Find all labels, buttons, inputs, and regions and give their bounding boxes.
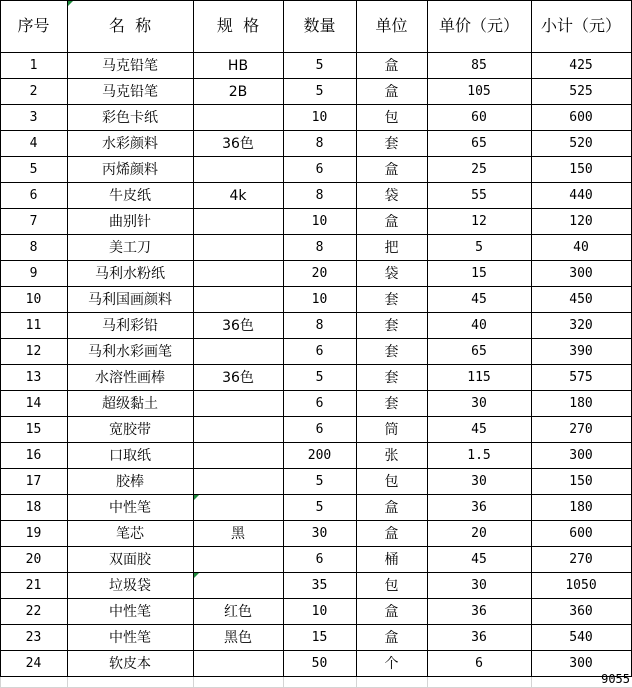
cell-price[interactable]: 55	[471, 188, 487, 203]
cell-name[interactable]: 软皮本	[109, 655, 151, 672]
cell-spec[interactable]: 黑色	[224, 629, 252, 646]
cell-qty[interactable]: 10	[311, 110, 328, 125]
cell-subtotal[interactable]: 1050	[565, 578, 597, 593]
cell-unit[interactable]: 把	[384, 239, 399, 256]
cell-name[interactable]: 水溶性画棒	[95, 369, 165, 386]
cell-index[interactable]: 24	[25, 656, 42, 671]
cell-price[interactable]: 40	[471, 318, 487, 333]
cell-spec[interactable]: 36色	[222, 317, 254, 334]
cell-price[interactable]: 105	[467, 84, 491, 99]
cell-subtotal[interactable]: 320	[569, 318, 593, 333]
cell-price[interactable]: 25	[471, 162, 487, 177]
table-border	[0, 676, 632, 677]
cell-name[interactable]: 马利国画颜料	[88, 291, 172, 308]
cell-unit[interactable]: 盒	[384, 57, 399, 74]
cell-qty[interactable]: 8	[315, 188, 324, 203]
gridline	[193, 676, 194, 688]
cell-subtotal[interactable]: 40	[573, 240, 589, 255]
cell-name[interactable]: 彩色卡纸	[102, 109, 158, 126]
cell-qty[interactable]: 10	[311, 292, 328, 307]
cell-price[interactable]: 45	[471, 552, 487, 567]
cell-name[interactable]: 丙烯颜料	[102, 161, 158, 178]
cell-subtotal[interactable]: 540	[569, 630, 593, 645]
gridline	[67, 676, 68, 688]
cell-name[interactable]: 双面胶	[109, 551, 151, 568]
cell-index[interactable]: 18	[25, 500, 42, 515]
cell-price[interactable]: 1.5	[467, 448, 491, 463]
cell-unit[interactable]: 盒	[384, 83, 399, 100]
cell-subtotal[interactable]: 520	[569, 136, 593, 151]
cell-subtotal[interactable]: 450	[569, 292, 593, 307]
cell-qty[interactable]: 8	[315, 136, 324, 151]
cell-name[interactable]: 中性笔	[109, 629, 151, 646]
cell-subtotal[interactable]: 300	[569, 656, 593, 671]
cell-name[interactable]: 超级黏土	[102, 395, 158, 412]
cell-qty[interactable]: 6	[315, 162, 324, 177]
cell-name[interactable]: 口取纸	[109, 447, 151, 464]
cell-subtotal[interactable]: 120	[569, 214, 593, 229]
cell-price[interactable]: 65	[471, 344, 487, 359]
header-cell-index[interactable]: 序号	[17, 16, 50, 35]
cell-spec[interactable]	[193, 287, 283, 312]
cell-index[interactable]: 9	[29, 266, 38, 281]
cell-name[interactable]: 水彩颜料	[102, 135, 158, 152]
error-indicator-icon	[68, 1, 73, 6]
header-cell-qty[interactable]: 数量	[303, 16, 336, 35]
cell-qty[interactable]: 6	[315, 552, 324, 567]
cell-spec[interactable]: 36色	[222, 135, 254, 152]
cell-price[interactable]: 12	[471, 214, 487, 229]
cell-subtotal[interactable]: 180	[569, 396, 593, 411]
cell-price[interactable]: 30	[471, 474, 487, 489]
cell-index[interactable]: 7	[29, 214, 38, 229]
cell-unit[interactable]: 包	[384, 577, 399, 594]
cell-index[interactable]: 4	[29, 136, 38, 151]
cell-subtotal[interactable]: 425	[569, 58, 593, 73]
cell-index[interactable]: 17	[25, 474, 42, 489]
cell-qty[interactable]: 5	[315, 500, 324, 515]
cell-qty[interactable]: 10	[311, 604, 328, 619]
cell-name[interactable]: 宽胶带	[109, 421, 151, 438]
cell-subtotal[interactable]: 360	[569, 604, 593, 619]
cell-name[interactable]: 牛皮纸	[109, 187, 151, 204]
cell-subtotal[interactable]: 300	[569, 266, 593, 281]
cell-spec[interactable]: 红色	[224, 603, 252, 620]
cell-spec[interactable]	[193, 651, 283, 676]
cell-spec[interactable]	[193, 105, 283, 130]
cell-unit[interactable]: 个	[384, 655, 399, 672]
cell-price[interactable]: 20	[471, 526, 487, 541]
header-cell-price[interactable]: 单价（元）	[438, 16, 519, 35]
cell-subtotal[interactable]: 390	[569, 344, 593, 359]
cell-price[interactable]: 6	[475, 656, 483, 671]
cell-subtotal[interactable]: 270	[569, 552, 593, 567]
cell-index[interactable]: 15	[25, 422, 42, 437]
cell-qty[interactable]: 5	[315, 370, 324, 385]
cell-spec[interactable]	[193, 469, 283, 494]
cell-price[interactable]: 36	[471, 604, 487, 619]
header-cell-subtotal[interactable]: 小计（元）	[540, 16, 621, 35]
cell-index[interactable]: 12	[25, 344, 42, 359]
cell-unit[interactable]: 盒	[384, 499, 399, 516]
cell-spec[interactable]	[193, 157, 283, 182]
gridline	[531, 676, 532, 688]
cell-qty[interactable]: 30	[311, 526, 328, 541]
cell-spec[interactable]: 2B	[228, 83, 248, 100]
cell-price[interactable]: 30	[471, 578, 487, 593]
cell-subtotal[interactable]: 600	[569, 110, 593, 125]
cell-spec[interactable]	[193, 443, 283, 468]
cell-subtotal[interactable]: 150	[569, 474, 593, 489]
cell-unit[interactable]: 套	[384, 317, 399, 334]
cell-index[interactable]: 20	[25, 552, 42, 567]
cell-unit[interactable]: 套	[384, 343, 399, 360]
cell-name[interactable]: 马克铅笔	[102, 57, 158, 74]
cell-index[interactable]: 11	[25, 318, 42, 333]
cell-subtotal[interactable]: 525	[569, 84, 593, 99]
cell-index[interactable]: 10	[25, 292, 42, 307]
cell-unit[interactable]: 桶	[384, 551, 399, 568]
cell-qty[interactable]: 50	[311, 656, 328, 671]
cell-qty[interactable]: 5	[315, 84, 324, 99]
total-cell[interactable]: 9055	[601, 671, 630, 686]
cell-name[interactable]: 垃圾袋	[109, 577, 151, 594]
cell-qty[interactable]: 6	[315, 396, 324, 411]
header-cell-unit[interactable]: 单位	[375, 16, 408, 35]
cell-index[interactable]: 16	[25, 448, 42, 463]
cell-qty[interactable]: 6	[315, 344, 324, 359]
cell-price[interactable]: 36	[471, 500, 487, 515]
cell-unit[interactable]: 盒	[384, 525, 399, 542]
cell-unit[interactable]: 盒	[384, 629, 399, 646]
cell-unit[interactable]: 袋	[384, 187, 399, 204]
cell-unit[interactable]: 包	[384, 473, 399, 490]
cell-spec[interactable]	[193, 573, 283, 598]
cell-spec[interactable]	[193, 261, 283, 286]
cell-unit[interactable]: 袋	[384, 265, 399, 282]
cell-price[interactable]: 85	[471, 58, 487, 73]
cell-index[interactable]: 21	[25, 578, 42, 593]
cell-qty[interactable]: 15	[311, 630, 328, 645]
cell-name[interactable]: 马利彩铅	[102, 317, 158, 334]
cell-subtotal[interactable]: 270	[569, 422, 593, 437]
cell-price[interactable]: 15	[471, 266, 487, 281]
error-indicator-icon	[194, 573, 199, 578]
gridline	[0, 676, 1, 688]
cell-price[interactable]: 60	[471, 110, 487, 125]
cell-spec[interactable]: 36色	[222, 369, 254, 386]
cell-name[interactable]: 马利水粉纸	[95, 265, 165, 282]
cell-index[interactable]: 14	[25, 396, 42, 411]
cell-unit[interactable]: 套	[384, 291, 399, 308]
cell-index[interactable]: 6	[29, 188, 38, 203]
cell-unit[interactable]: 筒	[384, 421, 399, 438]
cell-spec[interactable]	[193, 547, 283, 572]
cell-qty[interactable]: 5	[315, 474, 324, 489]
cell-qty[interactable]: 35	[311, 578, 328, 593]
gridline	[283, 676, 284, 688]
cell-unit[interactable]: 盒	[384, 161, 399, 178]
cell-name[interactable]: 美工刀	[109, 239, 151, 256]
header-cell-name[interactable]: 名 称	[108, 16, 152, 35]
cell-subtotal[interactable]: 575	[569, 370, 593, 385]
cell-unit[interactable]: 套	[384, 135, 399, 152]
cell-spec[interactable]: 4k	[229, 187, 247, 204]
cell-subtotal[interactable]: 600	[569, 526, 593, 541]
cell-name[interactable]: 曲别针	[109, 213, 151, 230]
cell-qty[interactable]: 5	[315, 58, 324, 73]
cell-index[interactable]: 23	[25, 630, 42, 645]
cell-qty[interactable]: 6	[315, 422, 324, 437]
cell-subtotal[interactable]: 300	[569, 448, 593, 463]
cell-unit[interactable]: 包	[384, 109, 399, 126]
cell-spec[interactable]	[193, 235, 283, 260]
gridline	[427, 676, 428, 688]
cell-name[interactable]: 马利水彩画笔	[88, 343, 172, 360]
cell-index[interactable]: 22	[25, 604, 42, 619]
cell-unit[interactable]: 盒	[384, 603, 399, 620]
cell-index[interactable]: 19	[25, 526, 42, 541]
cell-index[interactable]: 3	[29, 110, 38, 125]
cell-subtotal[interactable]: 440	[569, 188, 593, 203]
cell-spec[interactable]	[193, 495, 283, 520]
cell-name[interactable]: 笔芯	[116, 525, 144, 542]
cell-name[interactable]: 胶棒	[116, 473, 144, 490]
cell-name[interactable]: 中性笔	[109, 603, 151, 620]
cell-unit[interactable]: 盒	[384, 213, 399, 230]
cell-spec[interactable]	[193, 391, 283, 416]
cell-unit[interactable]: 张	[384, 447, 399, 464]
cell-subtotal[interactable]: 180	[569, 500, 593, 515]
cell-price[interactable]: 5	[475, 240, 483, 255]
cell-price[interactable]: 45	[471, 422, 487, 437]
cell-name[interactable]: 马克铅笔	[102, 83, 158, 100]
cell-qty[interactable]: 200	[307, 448, 332, 463]
cell-spec[interactable]	[193, 339, 283, 364]
cell-spec[interactable]	[193, 209, 283, 234]
error-indicator-icon	[194, 495, 199, 500]
cell-subtotal[interactable]: 150	[569, 162, 593, 177]
cell-price[interactable]: 65	[471, 136, 487, 151]
cell-index[interactable]: 5	[29, 162, 38, 177]
cell-index[interactable]: 13	[25, 370, 42, 385]
cell-qty[interactable]: 20	[311, 266, 328, 281]
cell-spec[interactable]: 黑	[231, 525, 245, 542]
cell-qty[interactable]: 10	[311, 214, 328, 229]
cell-spec[interactable]	[193, 417, 283, 442]
cell-index[interactable]: 8	[29, 240, 38, 255]
cell-name[interactable]: 中性笔	[109, 499, 151, 516]
cell-index[interactable]: 1	[29, 58, 38, 73]
cell-unit[interactable]: 套	[384, 395, 399, 412]
cell-qty[interactable]: 8	[315, 240, 324, 255]
cell-unit[interactable]: 套	[384, 369, 399, 386]
cell-price[interactable]: 45	[471, 292, 487, 307]
cell-index[interactable]: 2	[29, 84, 38, 99]
cell-price[interactable]: 30	[471, 396, 487, 411]
gridline	[356, 676, 357, 688]
cell-spec[interactable]: HB	[227, 57, 249, 74]
cell-price[interactable]: 36	[471, 630, 487, 645]
header-cell-spec[interactable]: 规 格	[216, 16, 260, 35]
cell-price[interactable]: 115	[467, 370, 491, 385]
cell-qty[interactable]: 8	[315, 318, 324, 333]
